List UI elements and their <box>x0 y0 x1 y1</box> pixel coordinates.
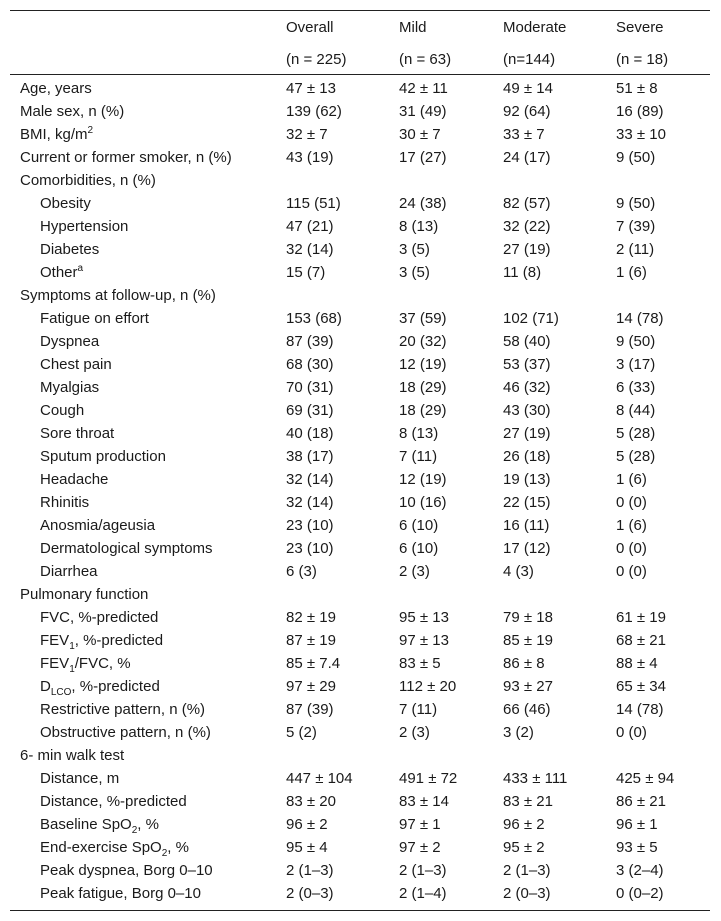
cell-overall: 82 ± 19 <box>286 609 336 626</box>
cell-moderate: 92 (64) <box>503 103 551 120</box>
table-row <box>0 836 721 859</box>
cell-severe: 0 (0–2) <box>616 885 664 902</box>
cell-mild: 112 ± 20 <box>399 678 457 695</box>
row-label: Dermatological symptoms <box>40 540 213 557</box>
cell-severe: 96 ± 1 <box>616 816 658 833</box>
cell-severe: 1 (6) <box>616 264 647 281</box>
table-row <box>0 192 721 215</box>
row-label: Age, years <box>20 80 92 97</box>
table-row <box>0 169 721 192</box>
cell-mild: 24 (38) <box>399 195 447 212</box>
cell-severe: 86 ± 21 <box>616 793 666 810</box>
cell-moderate: 19 (13) <box>503 471 551 488</box>
row-label: Other$^a$ <box>40 263 84 281</box>
row-label: Fatigue on effort <box>40 310 149 327</box>
cell-mild: 83 ± 14 <box>399 793 449 810</box>
cell-severe: 14 (78) <box>616 701 664 718</box>
cell-severe: 51 ± 8 <box>616 80 658 97</box>
cell-moderate: 102 (71) <box>503 310 559 327</box>
cell-moderate: 11 (8) <box>503 264 542 281</box>
row-label: Diarrhea <box>40 563 98 580</box>
row-label: FVC, %-predicted <box>40 609 159 626</box>
cell-overall: 70 (31) <box>286 379 334 396</box>
table-row <box>0 238 721 261</box>
cell-moderate: 46 (32) <box>503 379 551 396</box>
cell-mild: 6 (10) <box>399 540 439 557</box>
cell-overall: 68 (30) <box>286 356 334 373</box>
row-label: Diabetes <box>40 241 100 258</box>
cell-severe: 0 (0) <box>616 494 647 511</box>
table-top-rule <box>10 10 710 11</box>
table-row <box>0 514 721 537</box>
row-label: Peak fatigue, Borg 0–10 <box>40 885 201 902</box>
row-label: Baseline SpO$_2$, % <box>40 816 159 836</box>
cell-moderate: 43 (30) <box>503 402 551 419</box>
cell-mild: 8 (13) <box>399 218 439 235</box>
col-n-moderate: (n=144) <box>503 51 556 68</box>
cell-moderate: 33 ± 7 <box>503 126 545 143</box>
cell-overall: 447 ± 104 <box>286 770 353 787</box>
cell-severe: 425 ± 94 <box>616 770 675 787</box>
cell-severe: 8 (44) <box>616 402 656 419</box>
cell-moderate: 93 ± 27 <box>503 678 553 695</box>
cell-overall: 2 (0–3) <box>286 885 334 902</box>
cell-severe: 3 (17) <box>616 356 656 373</box>
cell-mild: 20 (32) <box>399 333 447 350</box>
cell-moderate: 79 ± 18 <box>503 609 553 626</box>
cell-severe: 68 ± 21 <box>616 632 666 649</box>
cell-mild: 3 (5) <box>399 241 430 258</box>
row-label: Dyspnea <box>40 333 100 350</box>
cell-mild: 97 ± 13 <box>399 632 449 649</box>
table-row <box>0 744 721 767</box>
cell-mild: 2 (1–3) <box>399 862 447 879</box>
cell-overall: 139 (62) <box>286 103 342 120</box>
cell-overall: 23 (10) <box>286 517 334 534</box>
cell-mild: 18 (29) <box>399 379 447 396</box>
cell-severe: 9 (50) <box>616 195 656 212</box>
cell-moderate: 4 (3) <box>503 563 534 580</box>
row-label: Obesity <box>40 195 91 212</box>
row-label: $FEV_1$/FVC, % <box>40 655 131 675</box>
cell-mild: 18 (29) <box>399 402 447 419</box>
col-header-overall: Overall <box>286 19 334 36</box>
cell-moderate: 2 (0–3) <box>503 885 551 902</box>
col-header-moderate: Moderate <box>503 19 567 36</box>
cell-severe: 2 (11) <box>616 241 655 258</box>
cell-severe: 5 (28) <box>616 448 656 465</box>
col-n-mild: (n = 63) <box>399 51 452 68</box>
row-label: $D_{LCO}$, %-predicted <box>40 678 160 698</box>
row-label: Headache <box>40 471 109 488</box>
cell-severe: 1 (6) <box>616 517 647 534</box>
cell-overall: 87 (39) <box>286 333 334 350</box>
cell-overall: 32 ± 7 <box>286 126 328 143</box>
cell-overall: 115 (51) <box>286 195 341 212</box>
table-row <box>0 261 721 284</box>
table-row <box>0 721 721 744</box>
cell-severe: 65 ± 34 <box>616 678 666 695</box>
cell-severe: 1 (6) <box>616 471 647 488</box>
cell-mild: 31 (49) <box>399 103 447 120</box>
cell-overall: 32 (14) <box>286 494 334 511</box>
cell-mild: 7 (11) <box>399 701 438 718</box>
table-row <box>0 123 721 146</box>
cell-overall: 95 ± 4 <box>286 839 328 856</box>
row-label: $FEV_1$, %-predicted <box>40 632 164 652</box>
row-label: Peak dyspnea, Borg 0–10 <box>40 862 213 879</box>
cell-moderate: 433 ± 111 <box>503 770 568 787</box>
cell-overall: 43 (19) <box>286 149 334 166</box>
table-row <box>0 537 721 560</box>
cell-moderate: 24 (17) <box>503 149 551 166</box>
cell-severe: 7 (39) <box>616 218 656 235</box>
cell-overall: 32 (14) <box>286 471 334 488</box>
cell-severe: 16 (89) <box>616 103 664 120</box>
table-row <box>0 215 721 238</box>
cell-mild: 97 ± 1 <box>399 816 441 833</box>
row-label: Sputum production <box>40 448 166 465</box>
row-label: BMI, $kg/m^2$ <box>20 125 94 143</box>
row-label: Current or former smoker, n (%) <box>20 149 232 166</box>
cell-moderate: 58 (40) <box>503 333 551 350</box>
cell-moderate: 26 (18) <box>503 448 551 465</box>
row-label: 6- min walk test <box>20 747 125 764</box>
row-label: End-exercise SpO$_2$, % <box>40 839 189 859</box>
table-row <box>0 399 721 422</box>
cell-mild: 12 (19) <box>399 471 447 488</box>
table-row <box>0 445 721 468</box>
header-rule <box>10 74 710 75</box>
table-row <box>0 100 721 123</box>
row-label: Pulmonary function <box>20 586 149 603</box>
cell-moderate: 3 (2) <box>503 724 534 741</box>
table-row <box>0 859 721 882</box>
cell-moderate: 83 ± 21 <box>503 793 553 810</box>
row-label: Rhinitis <box>40 494 90 511</box>
table-row <box>0 606 721 629</box>
cell-severe: 33 ± 10 <box>616 126 666 143</box>
cell-moderate: 22 (15) <box>503 494 551 511</box>
cell-overall: 153 (68) <box>286 310 342 327</box>
table-row <box>0 583 721 606</box>
cell-moderate: 53 (37) <box>503 356 551 373</box>
col-n-overall: (n = 225) <box>286 51 347 68</box>
cell-overall: 87 (39) <box>286 701 334 718</box>
cell-overall: 85 ± 7.4 <box>286 655 341 672</box>
cell-overall: 83 ± 20 <box>286 793 336 810</box>
cell-overall: 96 ± 2 <box>286 816 328 833</box>
cell-overall: 23 (10) <box>286 540 334 557</box>
cell-mild: 3 (5) <box>399 264 430 281</box>
cell-moderate: 96 ± 2 <box>503 816 545 833</box>
cell-overall: 32 (14) <box>286 241 334 258</box>
cell-moderate: 17 (12) <box>503 540 551 557</box>
cell-severe: 0 (0) <box>616 540 647 557</box>
cell-severe: 61 ± 19 <box>616 609 666 626</box>
cell-moderate: 82 (57) <box>503 195 551 212</box>
cell-moderate: 49 ± 14 <box>503 80 553 97</box>
cell-mild: 2 (1–4) <box>399 885 447 902</box>
table-row <box>0 652 721 675</box>
table-row <box>0 422 721 445</box>
row-label: Hypertension <box>40 218 129 235</box>
cell-severe: 0 (0) <box>616 563 647 580</box>
cell-moderate: 27 (19) <box>503 241 551 258</box>
table-row <box>0 353 721 376</box>
table-row <box>0 813 721 836</box>
cell-severe: 5 (28) <box>616 425 656 442</box>
cell-severe: 9 (50) <box>616 333 656 350</box>
cell-mild: 42 ± 11 <box>399 80 448 97</box>
row-label: Comorbidities, n (%) <box>20 172 156 189</box>
table-row <box>0 77 721 100</box>
row-label: Symptoms at follow-up, n (%) <box>20 287 216 304</box>
table-row <box>0 146 721 169</box>
cell-severe: 93 ± 5 <box>616 839 658 856</box>
col-n-severe: (n = 18) <box>616 51 669 68</box>
cell-moderate: 27 (19) <box>503 425 551 442</box>
cell-moderate: 32 (22) <box>503 218 551 235</box>
cell-moderate: 95 ± 2 <box>503 839 545 856</box>
cell-overall: 2 (1–3) <box>286 862 334 879</box>
row-label: Restrictive pattern, n (%) <box>40 701 206 718</box>
row-label: Chest pain <box>40 356 112 373</box>
table-row <box>0 882 721 905</box>
cell-mild: 491 ± 72 <box>399 770 458 787</box>
cell-overall: 5 (2) <box>286 724 317 741</box>
cell-overall: 47 (21) <box>286 218 334 235</box>
cell-moderate: 16 (11) <box>503 517 550 534</box>
cell-mild: 37 (59) <box>399 310 447 327</box>
col-header-mild: Mild <box>399 19 427 36</box>
cell-severe: 3 (2–4) <box>616 862 664 879</box>
cell-moderate: 85 ± 19 <box>503 632 553 649</box>
cell-mild: 6 (10) <box>399 517 439 534</box>
col-header-severe: Severe <box>616 19 664 36</box>
cell-moderate: 86 ± 8 <box>503 655 545 672</box>
cell-severe: 0 (0) <box>616 724 647 741</box>
row-label: Distance, m <box>40 770 120 787</box>
table-row <box>0 698 721 721</box>
cell-overall: 97 ± 29 <box>286 678 336 695</box>
cell-moderate: 2 (1–3) <box>503 862 551 879</box>
row-label: Anosmia/ageusia <box>40 517 156 534</box>
cell-severe: 14 (78) <box>616 310 664 327</box>
cell-overall: 6 (3) <box>286 563 317 580</box>
table-row <box>0 629 721 652</box>
table-row <box>0 468 721 491</box>
cell-severe: 88 ± 4 <box>616 655 658 672</box>
cell-mild: 30 ± 7 <box>399 126 441 143</box>
row-label: Distance, %-predicted <box>40 793 187 810</box>
table-row <box>0 376 721 399</box>
cell-mild: 10 (16) <box>399 494 447 511</box>
cell-mild: 97 ± 2 <box>399 839 441 856</box>
cell-mild: 2 (3) <box>399 563 430 580</box>
cell-mild: 7 (11) <box>399 448 438 465</box>
cell-overall: 40 (18) <box>286 425 334 442</box>
row-label: Male sex, n (%) <box>20 103 125 120</box>
table-row <box>0 790 721 813</box>
cell-mild: 8 (13) <box>399 425 439 442</box>
table-row <box>0 284 721 307</box>
cell-mild: 12 (19) <box>399 356 447 373</box>
table-row <box>0 675 721 698</box>
cell-overall: 87 ± 19 <box>286 632 336 649</box>
row-label: Sore throat <box>40 425 115 442</box>
cell-mild: 2 (3) <box>399 724 430 741</box>
table-row <box>0 330 721 353</box>
cell-severe: 9 (50) <box>616 149 656 166</box>
table-row <box>0 307 721 330</box>
cell-overall: 15 (7) <box>286 264 326 281</box>
cell-mild: 95 ± 13 <box>399 609 449 626</box>
table-bottom-rule <box>10 910 710 911</box>
cell-mild: 17 (27) <box>399 149 447 166</box>
cell-overall: 69 (31) <box>286 402 334 419</box>
row-label: Cough <box>40 402 85 419</box>
cell-severe: 6 (33) <box>616 379 656 396</box>
cell-overall: 38 (17) <box>286 448 334 465</box>
row-label: Obstructive pattern, n (%) <box>40 724 211 741</box>
row-label: Myalgias <box>40 379 100 396</box>
table-row <box>0 560 721 583</box>
cell-mild: 83 ± 5 <box>399 655 441 672</box>
table-header <box>0 14 721 72</box>
table-row <box>0 491 721 514</box>
cell-overall: 47 ± 13 <box>286 80 336 97</box>
cell-moderate: 66 (46) <box>503 701 551 718</box>
table-row <box>0 767 721 790</box>
